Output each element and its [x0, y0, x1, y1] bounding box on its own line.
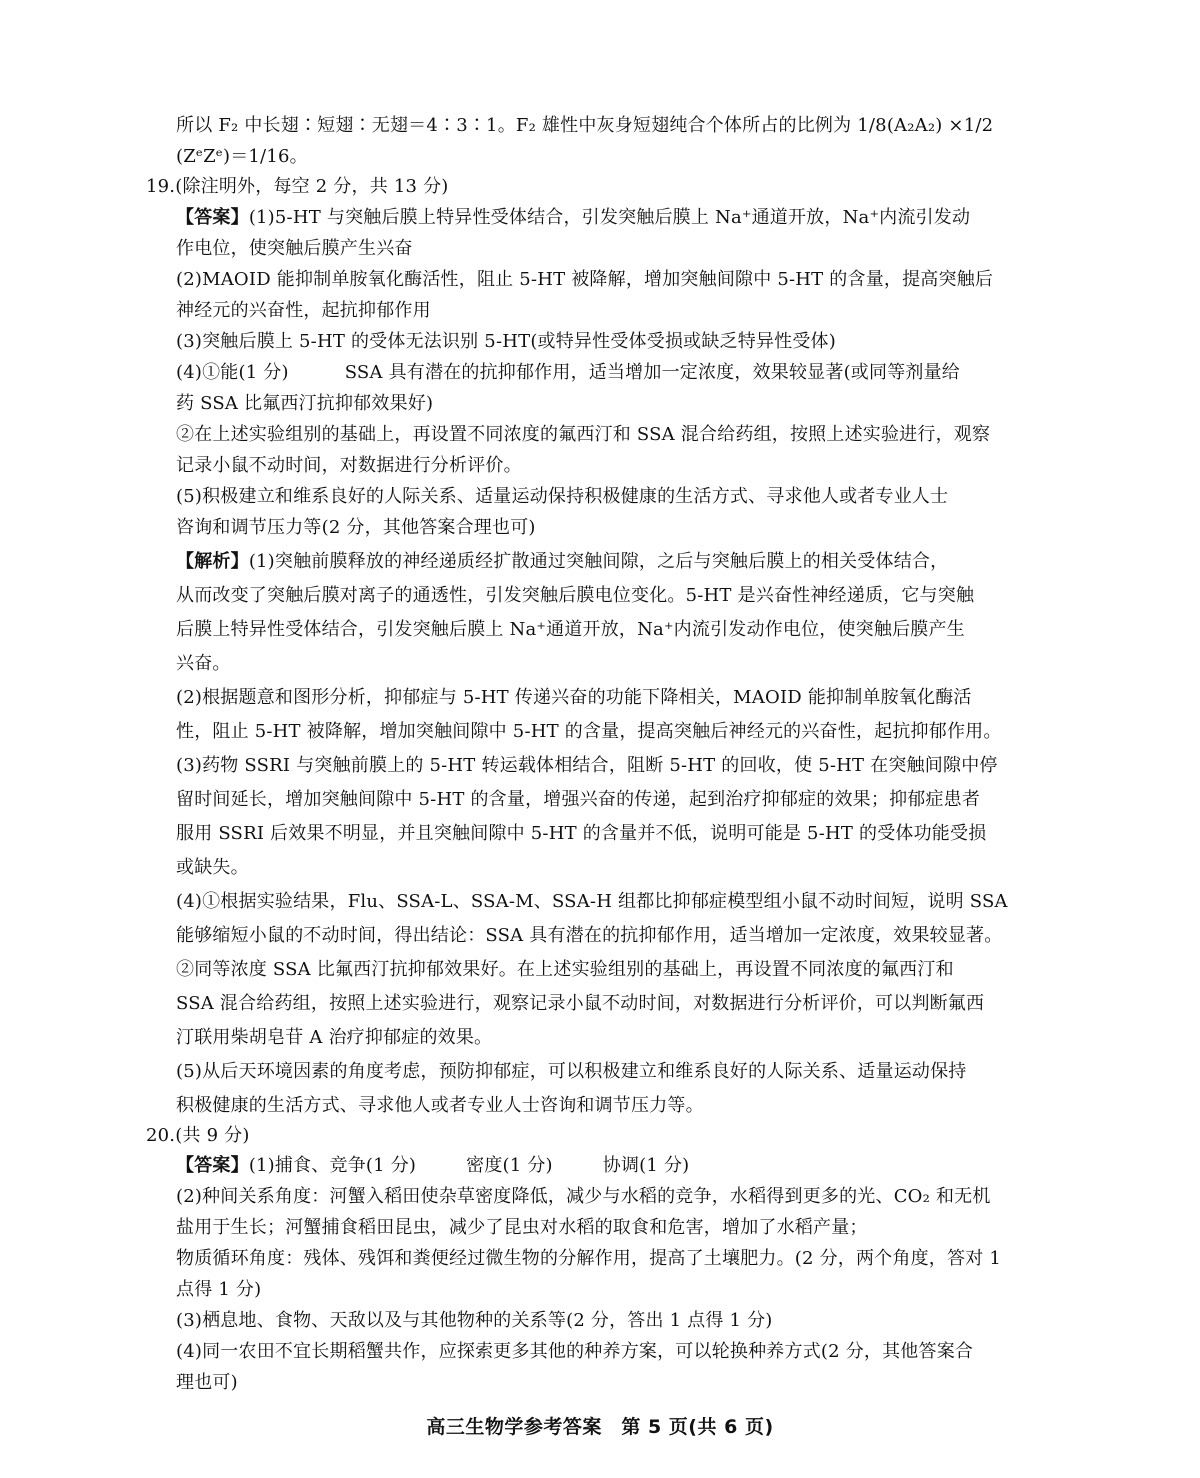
q19-analysis-line-3: 后膜上特异性受体结合，引发突触后膜上 Na⁺通道开放，Na⁺内流引发动作电位，使突触后膜产生 [176, 619, 965, 640]
q19-answer-line-1 [176, 204, 1056, 232]
q19-analysis-line-11: (4)①根据实验结果，Flu、SSA-L、SSA-M、SSA-H 组都比抑郁症模型组小鼠不动时间短，说明 SSA [176, 891, 1008, 912]
page-footer: 高三生物学参考答案 第 5 页(共 6 页) [426, 1416, 774, 1438]
q19-answer-line-11: 咨询和调节压力等(2 分，其他答案合理也可) [176, 517, 536, 538]
q19-header: 19.(除注明外，每空 2 分，共 13 分) [146, 176, 449, 197]
q20-answer-line-4: 物质循环角度：残体、残饵和粪便经过微生物的分解作用，提高了土壤肥力。(2 分，两个角度，答对 1 [176, 1248, 1001, 1269]
q19-answer-4-1: (4)①能(1 分) [176, 362, 289, 383]
q19-analysis-line-12: 能够缩短小鼠的不动时间，得出结论：SSA 具有潜在的抗抑郁作用，适当增加一定浓度，效果较显著。 [176, 925, 1003, 946]
q19-answer-line-10: (5)积极建立和维系良好的人际关系、适量运动保持积极健康的生活方式、寻求他人或者专业人士 [176, 486, 949, 507]
q19-analysis-text: (1)突触前膜释放的神经递质经扩散通过突触间隙，之后与突触后膜上的相关受体结合， [248, 551, 949, 572]
q19-answer-line-8: ②在上述实验组别的基础上，再设置不同浓度的氟西汀和 SSA 混合给药组，按照上述实验进行，观察 [176, 424, 991, 445]
q19-answer-line-6 [176, 359, 1056, 387]
q20-answer-line-8: 理也可) [176, 1372, 238, 1393]
q20-answer-tag: 【答案】 [176, 1155, 249, 1176]
q20-answer-line-2: (2)种间关系角度：河蟹入稻田使杂草密度降低，减少与水稻的竞争，水稻得到更多的光、CO₂ 和无机 [176, 1186, 991, 1207]
q19-analysis-line-5: (2)根据题意和图形分析，抑郁症与 5-HT 传递兴奋的功能下降相关，MAOID 能抑制单胺氧化酶活 [176, 687, 972, 708]
q19-analysis-line-7: (3)药物 SSRI 与突触前膜上的 5-HT 转运载体相结合，阻断 5-HT 的回收，使 5-HT 在突触间隙中停 [176, 755, 998, 776]
q20-answer-1b: 密度(1 分) [466, 1155, 553, 1176]
q19-answer-line-2: 作电位，使突触后膜产生兴奋 [176, 238, 413, 259]
q20-answer-line-5: 点得 1 分) [176, 1279, 262, 1300]
q19-answer-line-4: 神经元的兴奋性，起抗抑郁作用 [176, 300, 431, 321]
q19-analysis-line-9: 服用 SSRI 后效果不明显，并且突触间隙中 5-HT 的含量并不低，说明可能是 5-HT 的受体功能受损 [176, 823, 987, 844]
q20-answer-line-1 [176, 1152, 1056, 1180]
q19-analysis-line-6: 性，阻止 5-HT 被降解，增加突触间隙中 5-HT 的含量，提高突触后神经元的兴奋性，起抗抑郁作用。 [176, 721, 1002, 742]
q20-answer-line-3: 盐用于生长；河蟹捕食稻田昆虫，减少了昆虫对水稻的取食和危害，增加了水稻产量； [176, 1217, 868, 1238]
q20-answer-1a: (1)捕食、竞争(1 分) [248, 1155, 417, 1176]
q19-answer-line-5: (3)突触后膜上 5-HT 的受体无法识别 5-HT(或特异性受体受损或缺乏特异性受体) [176, 331, 836, 352]
q18-tail-line-1: 所以 F₂ 中长翅∶短翅∶无翅＝4∶3∶1。F₂ 雄性中灰身短翅纯合个体所占的比例为 1/8(A₂A₂) ×1/2 [176, 115, 994, 136]
q19-analysis-line-8: 留时间延长，增加突触间隙中 5-HT 的含量，增强兴奋的传递，起到治疗抑郁症的效果；抑郁症患者 [176, 789, 981, 810]
q20-answer-line-6: (3)栖息地、食物、天敌以及与其他物种的关系等(2 分，答出 1 点得 1 分) [176, 1310, 773, 1331]
q19-analysis-line-1 [176, 548, 1056, 576]
q20-answer-1c: 协调(1 分) [602, 1155, 690, 1176]
q18-tail-line-2: (ZᵉZᵉ)＝1/16。 [176, 146, 308, 167]
q20-answer-line-7: (4)同一农田不宜长期稻蟹共作，应探索更多其他的种养方案，可以轮换种养方式(2 分，其他答案合 [176, 1341, 974, 1362]
q19-answer-4-1-reason: SSA 具有潜在的抗抑郁作用，适当增加一定浓度，效果较显著(或同等剂量给 [344, 362, 961, 383]
q19-answer-text: (1)5-HT 与突触后膜上特异性受体结合，引发突触后膜上 Na⁺通道开放，Na⁺内流引发动 [248, 207, 971, 228]
q19-analysis-tag: 【解析】 [176, 551, 249, 572]
q19-answer-line-3: (2)MAOID 能抑制单胺氧化酶活性，阻止 5-HT 被降解，增加突触间隙中 5-HT 的含量，提高突触后 [176, 269, 994, 290]
q19-answer-line-7: 药 SSA 比氟西汀抗抑郁效果好) [176, 393, 434, 414]
q19-analysis-line-2: 从而改变了突触后膜对离子的通透性，引发突触后膜电位变化。5-HT 是兴奋性神经递质，它与突触 [176, 585, 975, 606]
q19-analysis-line-4: 兴奋。 [176, 653, 231, 674]
q19-analysis-line-10: 或缺失。 [176, 857, 249, 878]
q19-analysis-line-17: 积极健康的生活方式、寻求他人或者专业人士咨询和调节压力等。 [176, 1095, 704, 1116]
q19-analysis-line-16: (5)从后天环境因素的角度考虑，预防抑郁症，可以积极建立和维系良好的人际关系、适量运动保持 [176, 1061, 967, 1082]
q19-answer-line-9: 记录小鼠不动时间，对数据进行分析评价。 [176, 455, 522, 476]
q19-analysis-line-13: ②同等浓度 SSA 比氟西汀抗抑郁效果好。在上述实验组别的基础上，再设置不同浓度的氟西汀和 [176, 959, 954, 980]
q19-analysis-line-15: 汀联用柴胡皂苷 A 治疗抑郁症的效果。 [176, 1027, 493, 1048]
q19-answer-tag: 【答案】 [176, 207, 249, 228]
q19-analysis-line-14: SSA 混合给药组，按照上述实验进行，观察记录小鼠不动时间，对数据进行分析评价，可以判断氟西 [176, 993, 985, 1014]
q20-header: 20.(共 9 分) [146, 1125, 250, 1146]
